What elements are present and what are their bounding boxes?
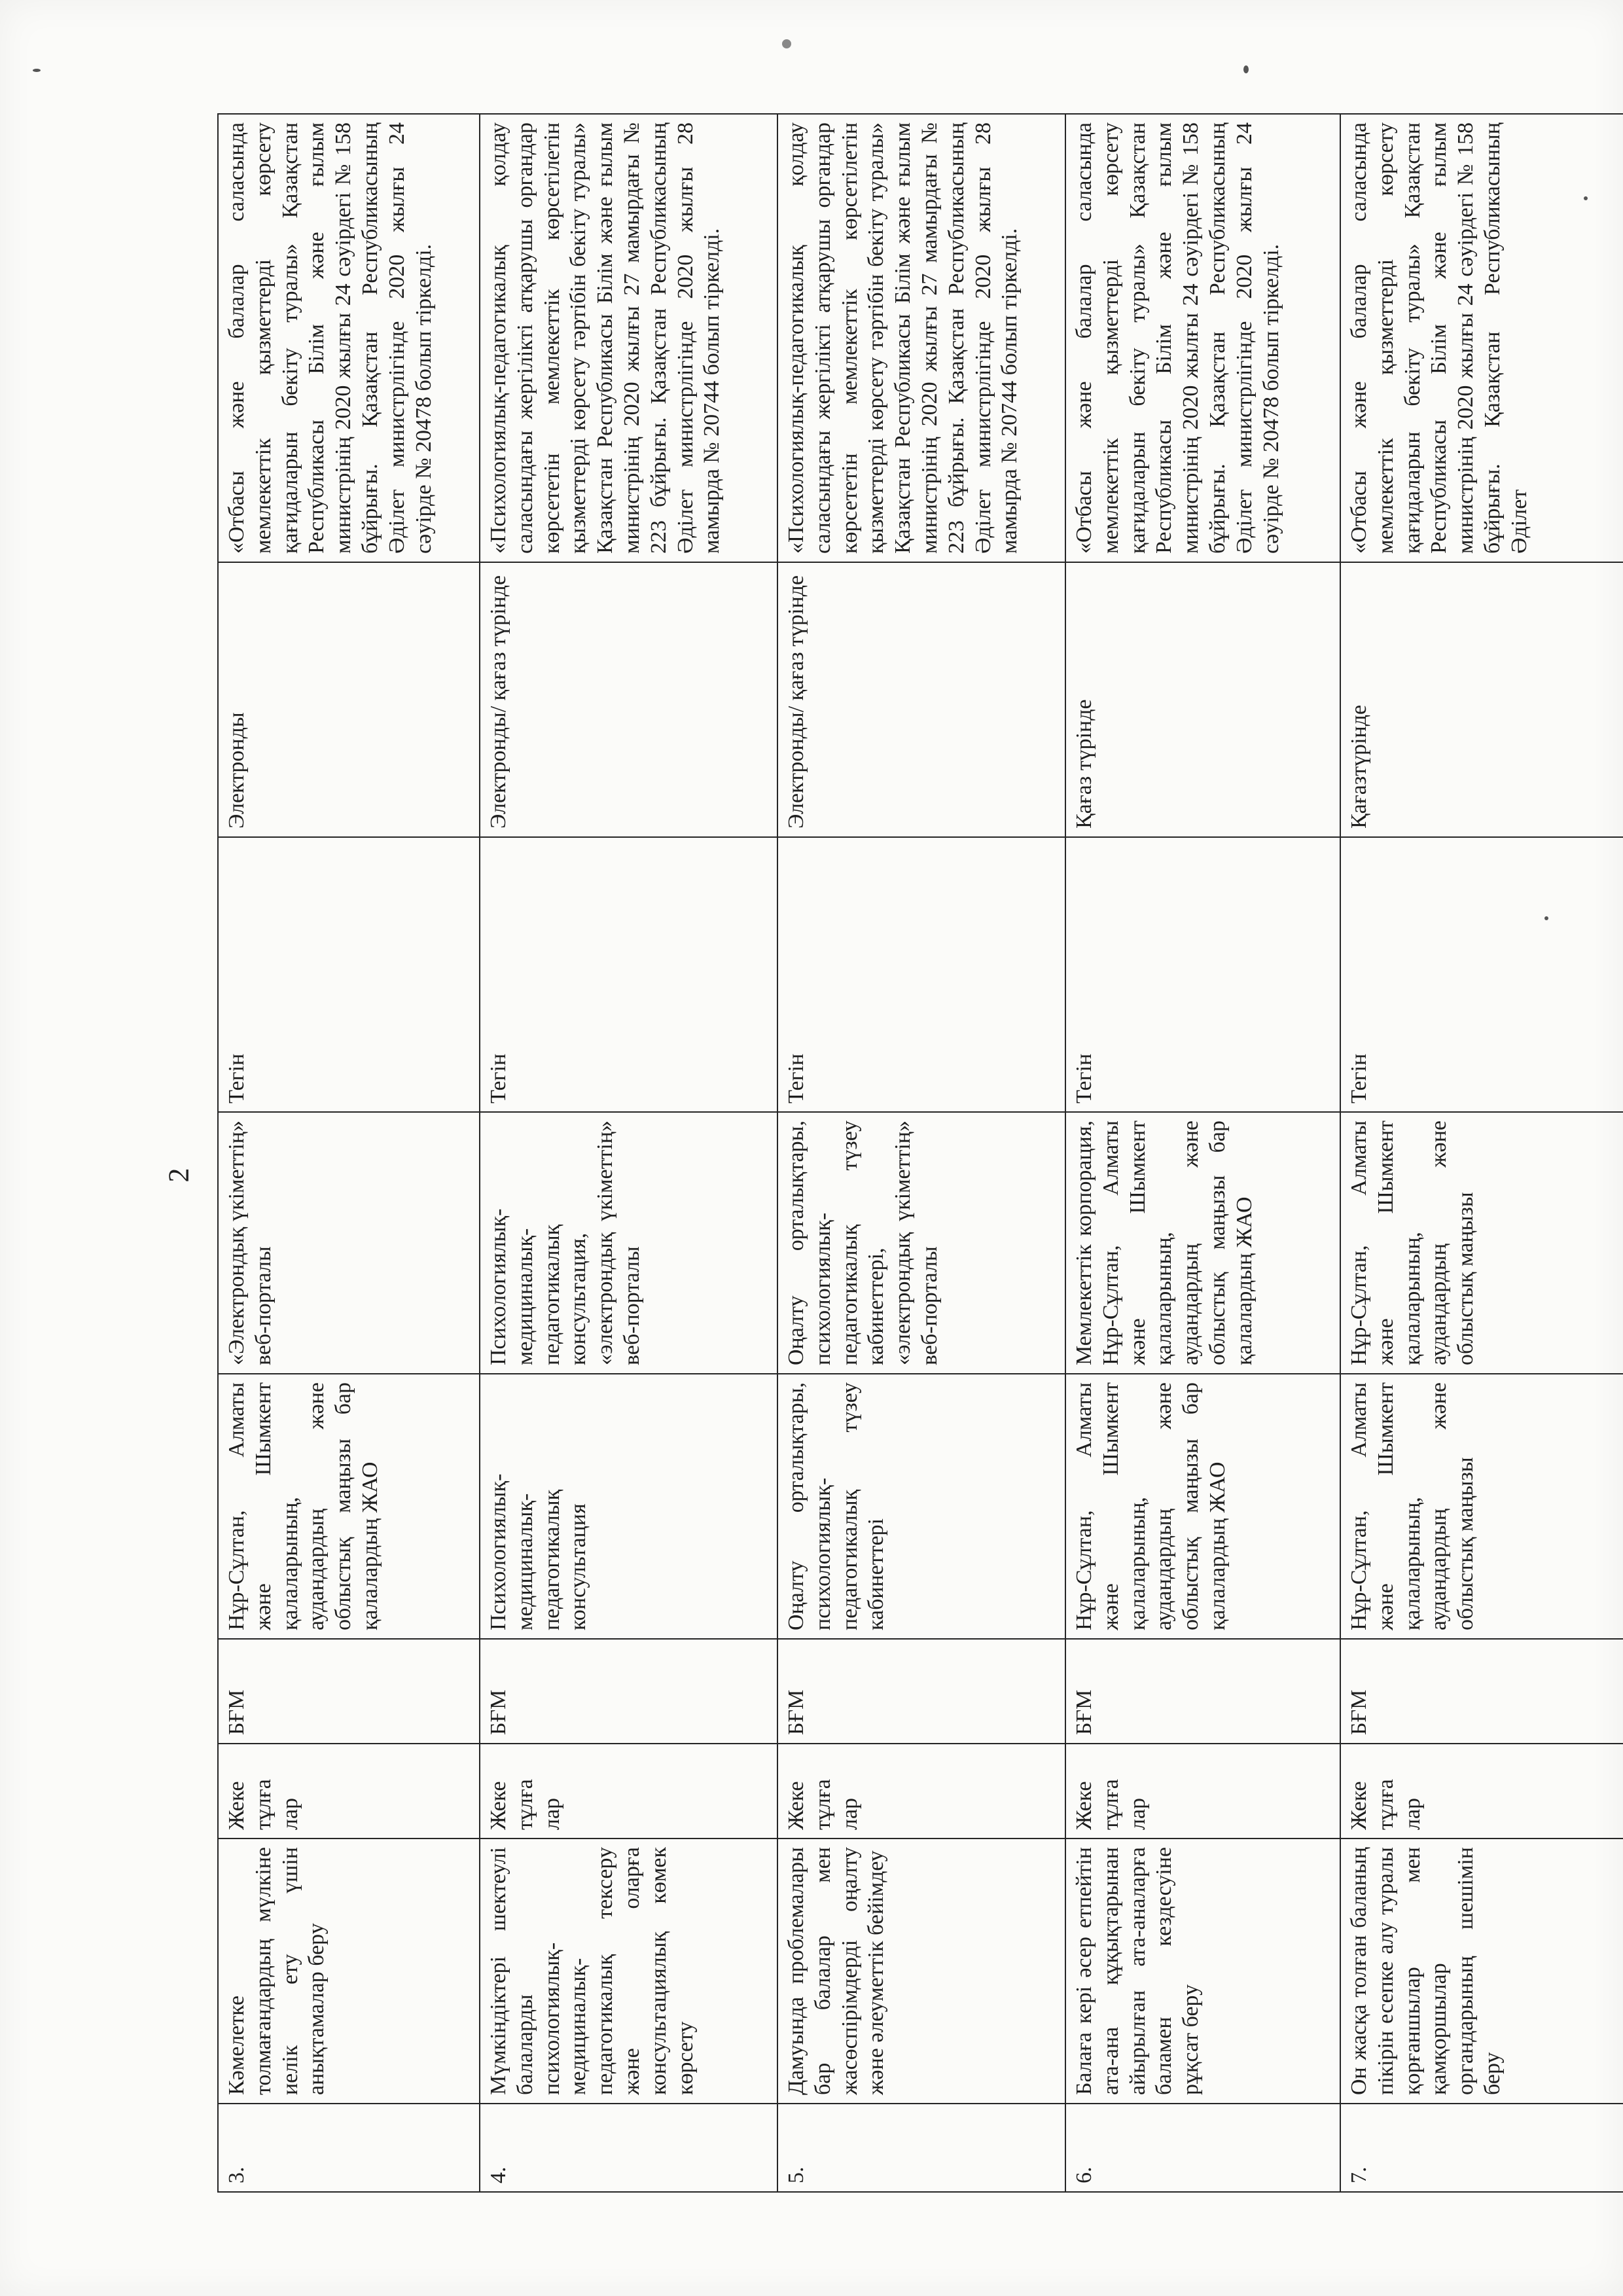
table-row — [218, 114, 480, 2192]
row-number: 4. — [480, 2104, 777, 2192]
acceptance-place-cell: Нұр-Сұлтан, Алматы және Шымкент қалаларының, аудандардың және облыстық маңызы — [1340, 1112, 1623, 1374]
acceptance-place-cell: Психологиялық-медициналық-педагогикалық консультация, «электрондық үкіметтің» веб-порталы — [480, 1112, 777, 1374]
acceptance-place-cell: «Электрондық үкіметтің» веб-порталы — [218, 1112, 480, 1374]
provider-cell: Нұр-Сұлтан, Алматы және Шымкент қалаларының, аудандардың және облыстық маңызы бар қалалардың ЖАО — [218, 1374, 480, 1639]
form-cell: Электронды/ қағаз түрінде — [777, 562, 1065, 837]
form-cell: Қағазтүрінде — [1340, 562, 1623, 837]
table-row — [1340, 114, 1623, 2192]
legal-basis-cell: «Отбасы және балалар саласында мемлекеттік қызметтерді көрсету қағидаларын бекіту туралы» Қазақстан Республикасы Білім және ғылым министрінің 2020 жылғы 24 сәуірдегі № 158 бұйрығы. Қазақстан Республикасының Әділет — [1340, 114, 1623, 562]
form-cell: Электронды — [218, 562, 480, 837]
services-table — [217, 113, 1623, 2193]
ministry-cell: БҒМ — [218, 1639, 480, 1744]
rotated-page-content — [217, 115, 1623, 2193]
ministry-cell: БҒМ — [480, 1639, 777, 1744]
acceptance-place-cell: Оңалту орталықтары, психологиялық-педагогикалық түзеу кабинеттері, «электрондық үкіметтің» веб-порталы — [777, 1112, 1065, 1374]
ministry-cell: БҒМ — [1065, 1639, 1340, 1744]
row-number: 5. — [777, 2104, 1065, 2192]
cost-cell: Тегін — [480, 837, 777, 1112]
cost-cell: Тегін — [777, 837, 1065, 1112]
row-number: 7. — [1340, 2104, 1623, 2192]
scan-speck — [1243, 65, 1249, 73]
provider-cell: Психологиялық-медициналық-педагогикалық консультация — [480, 1374, 777, 1639]
cost-cell: Тегін — [1065, 837, 1340, 1112]
service-name-cell: Он жасқа толған баланың пікірін есепке алу туралы қорғаншылар мен қамқоршылар органдарының шешімін беру — [1340, 1839, 1623, 2104]
provider-cell: Нұр-Сұлтан, Алматы және Шымкент қалаларының, аудандардың және облыстық маңызы — [1340, 1374, 1623, 1639]
legal-basis-cell: «Психологиялық-педагогикалық қолдау салаcындағы жергілікті атқарушы органдар көрсететін мемлекеттік көрсетілетін қызметтерді көрсету тәртібін бекіту туралы» Қазақстан Республикасы Білім және ғылым министрінің 2020 жылғы 27 мамырдағы № 223 бұйрығы. Қазақстан Республикасының Әділет министрлігінде 2020 жылғы 28 мамырда № 20744 болып тіркелді. — [777, 114, 1065, 562]
row-number: 6. — [1065, 2104, 1340, 2192]
service-name-cell: Дамуында проблемалары бар балалар мен жасөспірімдерді оңалту және әлеуметтік бейімдеу — [777, 1839, 1065, 2104]
cost-cell: Тегін — [218, 837, 480, 1112]
table-row — [1065, 114, 1340, 2192]
table-row — [480, 114, 777, 2192]
recipient-cell: Жеке тұлға лар — [1065, 1744, 1340, 1839]
page-number: 2 — [162, 1168, 195, 1183]
scan-speck — [782, 39, 791, 48]
provider-cell: Оңалту орталықтары, психологиялық-педагогикалық түзеу кабинеттері — [777, 1374, 1065, 1639]
legal-basis-cell: «Отбасы және балалар саласында мемлекеттік қызметтерді көрсету қағидаларын бекіту туралы» Қазақстан Республикасы Білім және ғылым министрінің 2020 жылғы 24 сәуірдегі № 158 бұйрығы. Қазақстан Республикасының Әділет министрлігінде 2020 жылғы 24 сәуірде № 20478 болып тіркелді. — [1065, 114, 1340, 562]
ministry-cell: БҒМ — [777, 1639, 1065, 1744]
service-name-cell: Кәмелетке толмағандардың мүлкіне иелік ету үшін анықтамалар беру — [218, 1839, 480, 2104]
recipient-cell: Жеке тұлға лар — [218, 1744, 480, 1839]
service-name-cell: Балаға кері әсер етпейтін ата-ана құқықтарынан айырылған ата-аналарға баламен кездесуіне рұқсат беру — [1065, 1839, 1340, 2104]
table-row — [777, 114, 1065, 2192]
form-cell: Қағаз түрінде — [1065, 562, 1340, 837]
form-cell: Электронды/ қағаз түрінде — [480, 562, 777, 837]
provider-cell: Нұр-Сұлтан, Алматы және Шымкент қалаларының, аудандардың және облыстық маңызы бар қалалардың ЖАО — [1065, 1374, 1340, 1639]
legal-basis-cell: «Психологиялық-педагогикалық қолдау салаcындағы жергілікті атқарушы органдар көрсететін мемлекеттік көрсетілетін қызметтерді көрсету тәртібін бекіту туралы» Қазақстан Республикасы Білім және ғылым министрінің 2020 жылғы 27 мамырдағы № 223 бұйрығы. Қазақстан Республикасының Әділет министрлігінде 2020 жылғы 28 мамырда № 20744 болып тіркелді. — [480, 114, 777, 562]
scan-speck — [33, 69, 41, 72]
legal-basis-cell: «Отбасы және балалар саласында мемлекеттік қызметтерді көрсету қағидаларын бекіту туралы» Қазақстан Республикасы Білім және ғылым министрінің 2020 жылғы 24 сәуірдегі № 158 бұйрығы. Қазақстан Республикасының Әділет министрлігінде 2020 жылғы 24 сәуірде № 20478 болып тіркелді. — [218, 114, 480, 562]
recipient-cell: Жеке тұлға лар — [1340, 1744, 1623, 1839]
service-name-cell: Мүмкіндіктері шектеулі балаларды психологиялық-медициналық-педагогикалық тексеру және оларға консультациялық көмек көрсету — [480, 1839, 777, 2104]
recipient-cell: Жеке тұлға лар — [480, 1744, 777, 1839]
row-number: 3. — [218, 2104, 480, 2192]
acceptance-place-cell: Мемлекеттік корпорация, Нұр-Сұлтан, Алматы және Шымкент қалаларының, аудандардың және облыстық маңызы бар қалалардың ЖАО — [1065, 1112, 1340, 1374]
recipient-cell: Жеке тұлға лар — [777, 1744, 1065, 1839]
cost-cell: Тегін — [1340, 837, 1623, 1112]
ministry-cell: БҒМ — [1340, 1639, 1623, 1744]
